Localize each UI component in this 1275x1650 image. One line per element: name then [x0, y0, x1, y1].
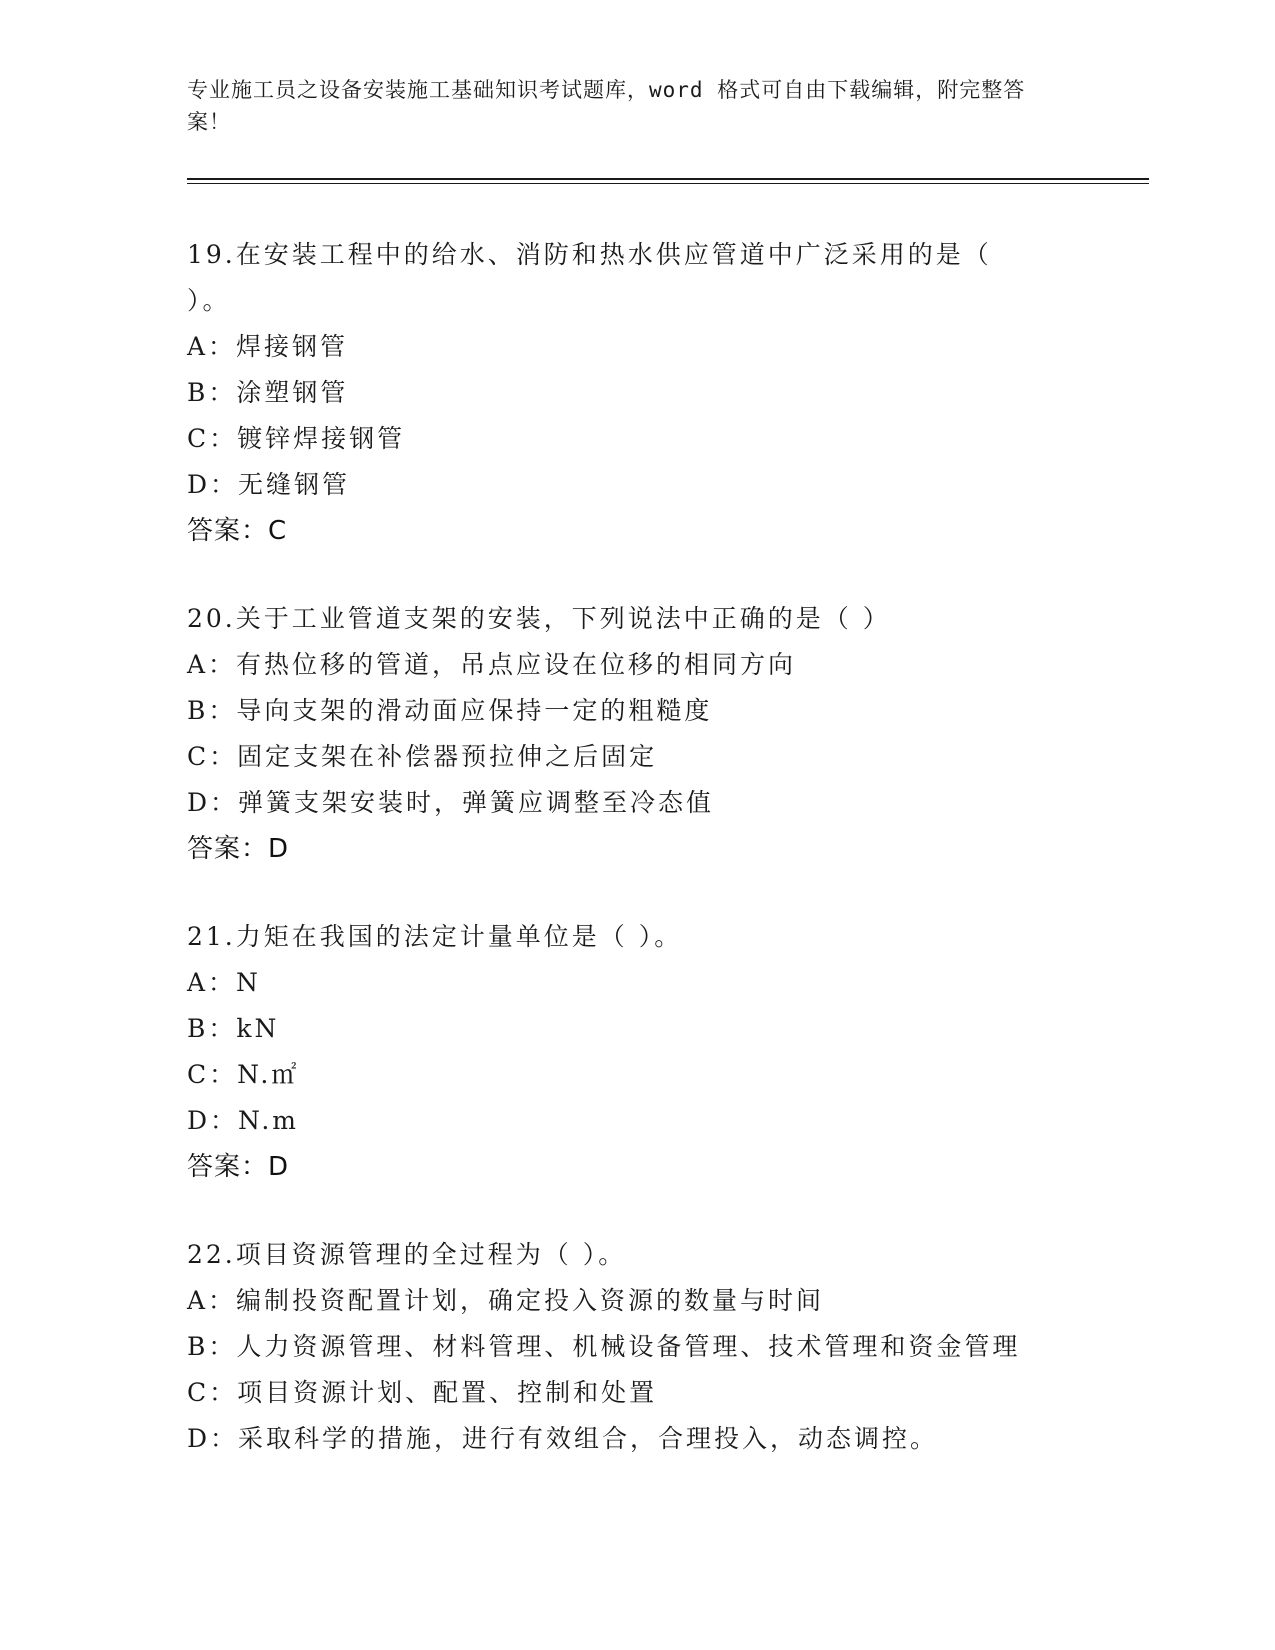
option-d: D：采取科学的措施，进行有效组合，合理投入，动态调控。: [187, 1424, 939, 1453]
option-a: A：N: [187, 968, 261, 997]
option-b: B：导向支架的滑动面应保持一定的粗糙度: [187, 696, 713, 725]
option-c: C：项目资源计划、配置、控制和处置: [187, 1378, 658, 1407]
question-stem: 21.力矩在我国的法定计量单位是（ ）。: [187, 922, 683, 951]
option-c: C：N.㎡: [187, 1060, 300, 1089]
question-19: [187, 232, 1087, 554]
option-d: D：无缝钢管: [187, 470, 351, 499]
option-a: A：编制投资配置计划，确定投入资源的数量与时间: [187, 1286, 825, 1315]
question-stem: 20.关于工业管道支架的安装，下列说法中正确的是（ ）: [187, 604, 891, 633]
header-divider-thin: [187, 183, 1149, 184]
option-d: D：弹簧支架安装时，弹簧应调整至冷态值: [187, 788, 715, 817]
option-b: B：kN: [187, 1014, 280, 1043]
question-20: [187, 596, 1087, 872]
header-divider-thick: [187, 178, 1149, 180]
option-b: B：人力资源管理、材料管理、机械设备管理、技术管理和资金管理: [187, 1332, 1021, 1361]
answer-label: 答案：D: [187, 1152, 290, 1182]
question-stem: 19.在安装工程中的给水、消防和热水供应管道中广泛采用的是（ ）。: [187, 240, 992, 315]
option-b: B：涂塑钢管: [187, 378, 349, 407]
answer-label: 答案：D: [187, 834, 290, 864]
option-a: A：焊接钢管: [187, 332, 349, 361]
document-header: 专业施工员之设备安装施工基础知识考试题库，word 格式可自由下载编辑，附完整答案！: [187, 78, 1026, 134]
option-c: C：镀锌焊接钢管: [187, 424, 406, 453]
option-c: C：固定支架在补偿器预拉伸之后固定: [187, 742, 658, 771]
option-d: D：N.m: [187, 1106, 299, 1135]
question-stem: 22.项目资源管理的全过程为（ ）。: [187, 1240, 627, 1269]
answer-label: 答案：C: [187, 516, 288, 546]
question-22: [187, 1232, 1087, 1462]
question-list: [187, 232, 1087, 1504]
option-a: A：有热位移的管道，吊点应设在位移的相同方向: [187, 650, 797, 679]
question-21: [187, 914, 1087, 1190]
